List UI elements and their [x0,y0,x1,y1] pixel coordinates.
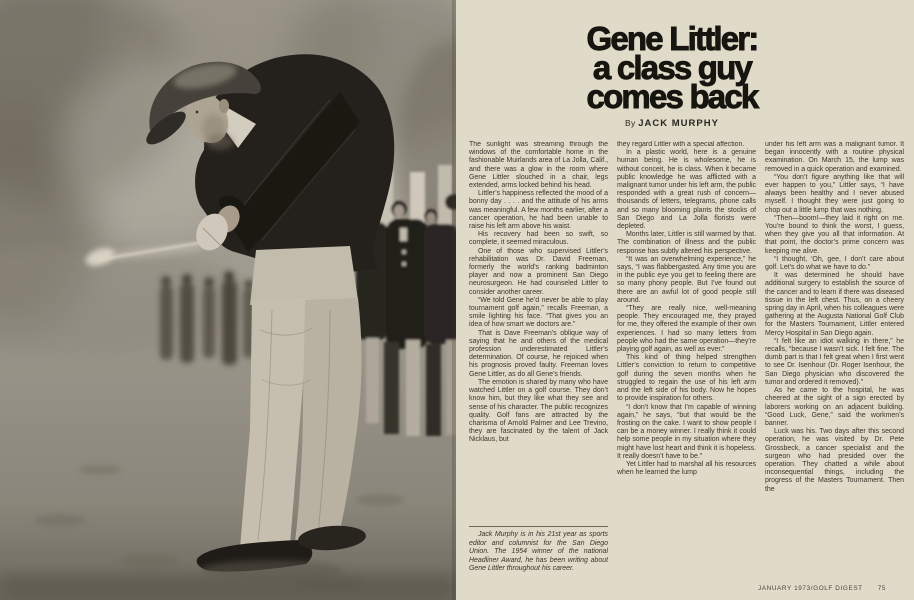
article-page [456,0,914,600]
title-line: a class guy [592,49,752,86]
article-title [460,20,884,115]
article-column-1 [469,141,608,574]
golfer-photo [0,0,456,600]
article-paragraph: The sunlight was streaming through the windows of the comfortable home in the fashionable Muirlands area of La Jolla, Calif., and there was a glow in the room where Gene Littler slouched in a chair, legs extended, arms locked behind his head. [469,141,608,190]
article-paragraph: In a plastic world, here is a genuine human being. He is wholesome, he is without conceit, he is class. When it became public knowledge he was afflicted with a malignant tumor under his left arm, the public responded with a great rush of concern—thousands of letters, telegrams, phone calls and so many blooming plants the stocks of San Diego and La Jolla florists were depleted. [617,149,756,231]
column-1-text [469,141,608,522]
article-paragraph: That is Dave Freeman’s oblique way of saying that he and others of the medical profession underestimated Littler’s determination. Of course, he rejoiced when his prognosis proved faulty. Freeman loves Gene Littler, as do all Gene’s friends. [469,329,608,378]
article-columns [456,129,914,574]
folio-page-number: 75 [877,585,886,592]
article-paragraph: “I thought, ‘Oh, gee, I don’t care about golf. Let’s do what we have to do.” [765,255,904,272]
article-paragraph: “Then—boom!—they laid it right on me. You’re bound to think the worst, I guess, when they give you all that information. At that point, the doctor’s prime concern was keeping me alive. [765,214,904,255]
article-paragraph: “I felt like an idiot walking in there,” he recalls, “because I wasn’t sick. I felt fine. The dumb part is that I felt great when I first went to see Dr. Isenhour (Dr. Roger Isenhour, the San Diego physician who discovered the tumor and ordered it removed).” [765,337,904,386]
title-line: comes back [586,78,758,115]
byline [460,118,884,129]
folio-issue: JANUARY 1973/GOLF DIGEST [757,585,863,592]
author-bio-note [469,522,608,574]
article-paragraph: The emotion is shared by many who have watched Littler on a golf course. They don’t know him, but they like what they see and sense of his character. The public recognizes quality. Golf fans are attracted by the charisma of Arnold Palmer and Lee Trevino, they are fascinated by the talent of Jack Nicklaus, but [469,378,608,444]
article-paragraph: As he came to the hospital, he was cheered at the sight of a sign erected by laborers working on an adjacent building. “Good Luck, Gene,” said the workmen’s banner. [765,387,904,427]
article-paragraph: Littler’s happiness reflected the mood of a bonny day . . . . and the attitude of his arms was meaningful. A few months earlier, after a cancer operation, he had been unable to raise his left arm above his waist. [469,190,608,231]
bio-text: Jack Murphy is in his 21st year as sports editor and columnist for the San Diego Union. The 1954 winner of the national Headliner Award, he has been writing about Gene Littler throughout his career. [469,531,608,573]
article-paragraph: It was determined he should have additional surgery to establish the source of the cancer and to learn if there was diseased tissue in the left chest. Thus, on a cheery spring day in April, when his colleagues were gathering at the Augusta National Golf Club for the Masters Tournament, Littler entered Mercy Hospital in San Diego again. [765,272,904,337]
golfer-photo-illustration [0,0,456,600]
article-paragraph: One of those who supervised Littler’s rehabilitation was Dr. David Freeman, formerly the world’s ranking badminton player and now a prominent San Diego neurosurgeon. He had counseled Littler to consider another career. [469,247,608,296]
byline-author: JACK MURPHY [638,118,719,129]
article-column-3 [765,141,904,574]
article-paragraph: This kind of thing helped strengthen Littler’s conviction to return to competitive golf during the seven months when he struggled to regain the use of his left arm and the left side of his body. Now he hopes to provide inspiration for others. [617,354,756,403]
article-paragraph: Months later, Littler is still warmed by that. The combination of illness and the public response has subtly altered his perspective. [617,231,756,255]
page-folio [758,585,886,592]
article-paragraph: “I don’t know that I’m capable of winning again,” he says, “but that would be the frosting on the cake. I want to show people I can be a money winner. I really think it could help some people in my situation where they might have lost heart and think it is hopeless. It really doesn’t have to be.” [617,403,756,460]
article-paragraph: Yet Littler had to marshal all his resources when he learned the lump [617,460,756,477]
title-line: Gene Littler: [586,20,758,57]
article-paragraph: under his left arm was a malignant tumor. It began innocently with a routine physical examination. On March 15, the lump was removed in a quick operation and examined. [765,141,904,173]
article-column-2 [617,141,756,574]
article-paragraph: they regard Littler with a special affection. [617,141,745,148]
article-paragraph: “You don’t figure anything like that will ever happen to you,” Littler says, “I have always been healthy and I never abused myself. I thought they were just going to chop out a little lump that was nothing. [765,173,904,214]
article-masthead [456,0,914,129]
article-paragraph: Luck was his. Two days after this second operation, he was visited by Dr. Pete Grossbeck, a cancer specialist and the surgeon who had presided over the operation. They chatted a while about inconsequential things, including the progress of the Masters Tournament. Then the [765,428,904,493]
article-paragraph: “They are really nice, well-meaning people. They encouraged me, they prayed for me, they offered the example of their own experiences. I had so many letters from people who had the same operation—they’re playing golf again, as well as ever.” [617,305,756,354]
byline-prefix: By [625,118,636,128]
bio-divider [469,526,608,527]
article-paragraph: His recovery had been so swift, so complete, it seemed miraculous. [469,231,608,247]
article-paragraph: “It was an overwhelming experience,” he says, “I was flabbergasted. Any time you are in the public eye you get to feeling there are so many phony people. But I’ve found out there are an awful lot of good people still around. [617,255,756,304]
article-paragraph: “We told Gene he’d never be able to play tournament golf again,” recalls Freeman, a smile lighting his face. “That gives you an idea of how smart we doctors are.” [469,296,608,329]
